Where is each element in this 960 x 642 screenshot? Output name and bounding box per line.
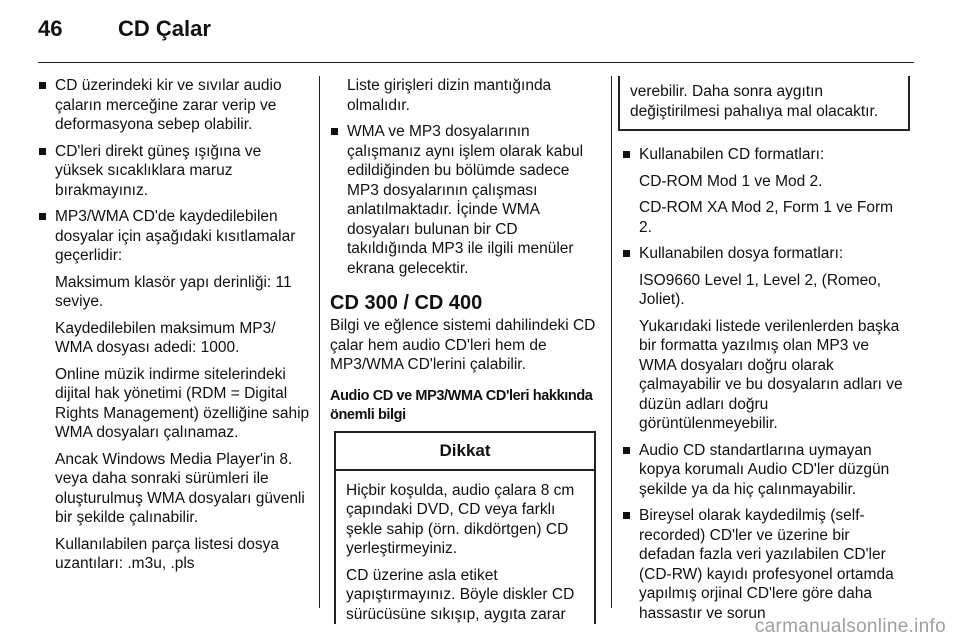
- caution-paragraph: CD üzerine asla etiket yapıştırmayınız. Böyle diskler CD sürücüsüne sıkışıp, aygıta zarar: [346, 566, 575, 623]
- caution-title: Dikkat: [336, 431, 594, 471]
- sub-item: Online müzik indirme sitelerindeki dijital hak yönetimi (RDM = Digital Rights Management) özelliğine sahip WMA dosyaları çalınamaz.: [55, 365, 310, 441]
- caution-paragraph: Hiçbir koşulda, audio çalara 8 cm çapındaki DVD, CD veya farklı şekle sahip (örn. dikdörtgen) CD yerleştirmeyiniz.: [346, 481, 575, 557]
- bullet-item: MP3/WMA CD'de kaydedilebilen dosyalar için aşağıdaki kısıtlamalar geçerlidir:: [38, 207, 310, 266]
- page-title: CD Çalar: [118, 16, 211, 41]
- column-divider-1: [319, 76, 320, 608]
- column-divider-2: [611, 76, 612, 608]
- sub-item: Maksimum klasör yapı derinliği: 11 seviye.: [55, 273, 292, 310]
- bullet-item: CD üzerindeki kir ve sıvılar audio çaların merceğine zarar verip ve deformasyona sebep olabilir.: [38, 76, 310, 135]
- sub-item: Yukarıdaki listede verilenlerden başka bir formatta yazılmış olan MP3 ve WMA dosyaları doğru olarak çalmayabilir ve bu dosyaların adları ve düzün adları doğru görüntülenmeyebilir.: [639, 317, 903, 432]
- column-1: [38, 76, 310, 581]
- sub-item: CD-ROM Mod 1 ve Mod 2.: [639, 172, 823, 190]
- bullet-item: Audio CD standartlarına uymayan kopya korumalı Audio CD'ler düzgün şekilde ya da hiç çalınmayabilir.: [622, 441, 908, 500]
- sub-item: Ancak Windows Media Player'in 8. veya daha sonraki sürümleri ile oluşturulmuş WMA dosyaları güvenli bir şekilde çalınabilir.: [55, 450, 305, 526]
- sub-item: Kaydedilebilen maksimum MP3/ WMA dosyası adedi: 1000.: [55, 319, 276, 356]
- page-number: 46: [38, 16, 63, 41]
- sub-item: Kullanılabilen parça listesi dosya uzantıları: .m3u, .pls: [55, 535, 280, 572]
- bullet-item: Kullanabilen dosya formatları:: [622, 244, 908, 264]
- caution-box-continued: [618, 76, 910, 131]
- bullet-item: Bireysel olarak kaydedilmiş (self-recorded) CD'ler ve üzerine bir defadan fazla veri yazılabilen CD'ler (CD-RW) kayıdı profesyonel ortamda yapılmış orjinal CD'lere göre daha hassastır ve sorun: [622, 506, 908, 623]
- bullet-item: WMA ve MP3 dosyalarının çalışmanız aynı işlem olarak kabul edildiğinden bu bölümde sadece MP3 dosyalarının çalışması anlatılmaktadır. İçinde WMA dosyaları bulunan bir CD takıldığında MP3 ile ilgili menüler ekrana gelecektir.: [330, 122, 602, 278]
- column-2: [330, 76, 602, 631]
- column-3: [622, 76, 908, 630]
- bullet-item: CD'leri direkt güneş ışığına ve yüksek sıcaklıklara maruz bırakmayınız.: [38, 142, 310, 201]
- caution-body: [336, 471, 594, 625]
- sub-item: CD-ROM XA Mod 2, Form 1 ve Form 2.: [639, 199, 894, 236]
- subsection-heading: Audio CD ve MP3/WMA CD'leri hakkında önemli bilgi: [330, 387, 593, 423]
- caution-paragraph: verebilir. Daha sonra aygıtın değiştirilmesi pahalıya mal olacaktır.: [630, 83, 879, 120]
- section-heading: CD 300 / CD 400: [330, 292, 483, 314]
- site-watermark: carmanualsonline.info: [754, 616, 946, 637]
- caution-box: [334, 431, 596, 625]
- header-rule: [38, 62, 914, 63]
- continued-text: Liste girişleri dizin mantığında olmalıdır.: [347, 77, 552, 114]
- section-paragraph: Bilgi ve eğlence sistemi dahilindeki CD çalar hem audio CD'leri hem de MP3/WMA CD'lerini çalabilir.: [330, 317, 596, 373]
- sub-item: ISO9660 Level 1, Level 2, (Romeo, Joliet).: [639, 271, 882, 308]
- bullet-item: Kullanabilen CD formatları:: [622, 145, 908, 165]
